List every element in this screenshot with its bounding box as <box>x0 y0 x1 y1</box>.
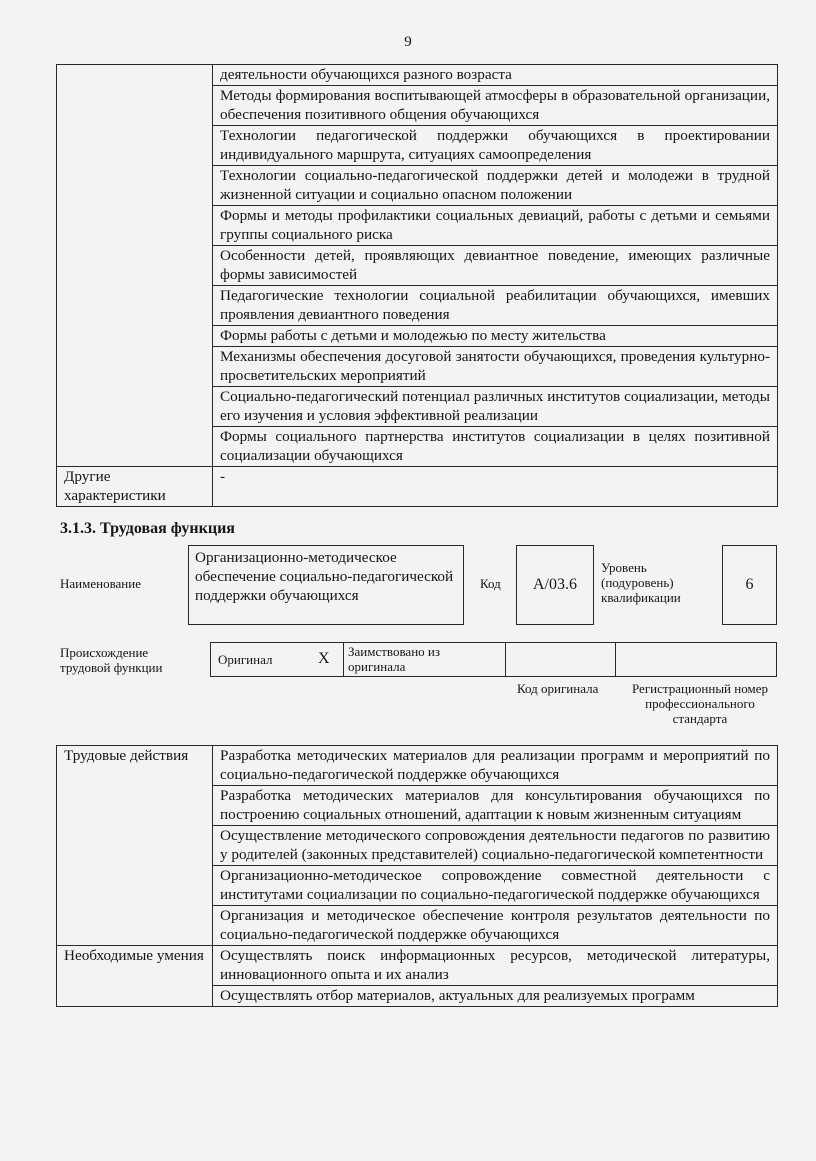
level-label: Уровень (подуровень) квалификации <box>601 560 681 605</box>
level-value: 6 <box>745 576 754 593</box>
table-row: Разработка методических материалов для консультирования обучающихся по построению социальных отношений, адаптации к новым жизненным ситуациям <box>213 786 778 826</box>
table-row: Формы работы с детьми и молодежью по месту жительства <box>213 326 778 347</box>
table-row: Осуществлять поиск информационных ресурсов, методической литературы, инновационного опыта и их анализ <box>213 946 778 986</box>
origin-label: Происхождение трудовой функции <box>60 645 163 675</box>
original-label: Оригинал <box>218 652 273 667</box>
table-row: Социально-педагогический потенциал различных институтов социализации, методы его изучения и условия эффективной реализации <box>213 387 778 427</box>
name-label: Наименование <box>60 576 141 591</box>
labor-actions-label: Трудовые действия <box>57 746 213 946</box>
table-row: Технологии социально-педагогической поддержки детей и молодежи в трудной жизненной ситуации и социально опасном положении <box>213 166 778 206</box>
knowledge-table <box>56 64 778 507</box>
code-label: Код <box>480 576 501 591</box>
table-row: Организационно-методическое сопровождение совместной деятельности с институтами социализации по социально-педагогической поддержке обучающихся <box>213 866 778 906</box>
level-box <box>722 545 777 625</box>
name-box <box>188 545 464 625</box>
empty-label-cell <box>57 65 213 467</box>
other-characteristics-label: Другие характеристики <box>57 467 213 507</box>
table-row: Особенности детей, проявляющих девиантное поведение, имеющих различные формы зависимостей <box>213 246 778 286</box>
code-value: A/03.6 <box>533 576 577 593</box>
borrowed-label: Заимствовано из оригинала <box>348 644 441 674</box>
table-row: Осуществление методического сопровождения деятельности педагогов по развитию у родителей (законных представителей) социально-педагогической компетентности <box>213 826 778 866</box>
table-row: Технологии педагогической поддержки обучающихся в проектировании индивидуального маршрута, ситуациях самоопределения <box>213 126 778 166</box>
labor-actions-table <box>56 745 778 1007</box>
skills-label: Необходимые умения <box>57 946 213 1007</box>
section-title: 3.1.3. Трудовая функция <box>60 520 235 537</box>
page-number: 9 <box>404 34 412 50</box>
function-name: Организационно-методическое обеспечение социально-педагогической поддержки обучающихся <box>195 549 454 604</box>
table-row: Механизмы обеспечения досуговой занятости обучающихся, проведения культурно-просветительских мероприятий <box>213 347 778 387</box>
code-box <box>516 545 594 625</box>
table-row: Осуществлять отбор материалов, актуальных для реализуемых программ <box>213 986 778 1007</box>
table-row: Организация и методическое обеспечение контроля результатов деятельности по социально-педагогической поддержке обучающихся <box>213 906 778 946</box>
table-row: Формы социального партнерства институтов социализации в целях позитивной социализации обучающихся <box>213 427 778 467</box>
original-mark: X <box>318 650 330 667</box>
table-row: Педагогические технологии социальной реабилитации обучающихся, имевших проявления девиантного поведения <box>213 286 778 326</box>
table-row: Методы формирования воспитывающей атмосферы в образовательной организации, обеспечения позитивного общения обучающихся <box>213 86 778 126</box>
code-original-label: Код оригинала <box>517 681 599 696</box>
table-row: Формы и методы профилактики социальных девиаций, работы с детьми и семьями группы социального риска <box>213 206 778 246</box>
table-row: деятельности обучающихся разного возраста <box>213 65 778 86</box>
table-row: Разработка методических материалов для реализации программ и мероприятий по социально-педагогической поддержке обучающихся <box>213 746 778 786</box>
other-characteristics-value: - <box>213 467 778 507</box>
reg-number-label: Регистрационный номер профессионального стандарта <box>632 681 768 726</box>
